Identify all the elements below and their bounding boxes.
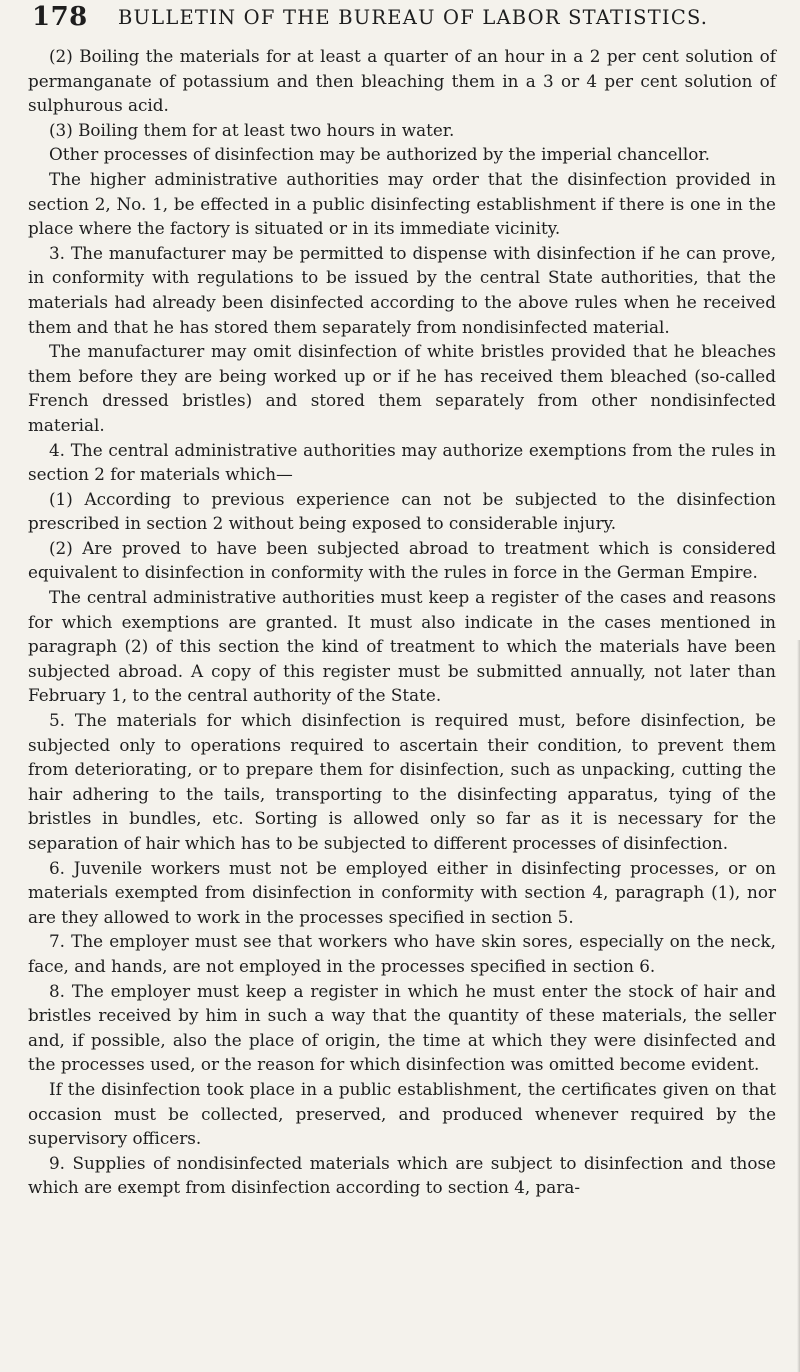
paragraph-exemption-2: (2) Are proved to have been subjected abroad to treatment which is considered equivalent to disinfection in conformity with the rules in force in the German Empire. — [28, 537, 776, 583]
running-title: BULLETIN OF THE BUREAU OF LABOR STATISTICS. — [118, 6, 709, 29]
paragraph-section-4: 4. The central administrative authorities may authorize exemptions from the rules in section 2 for materials which— — [28, 439, 776, 485]
paragraph-public-disinfection: The higher administrative authorities may order that the disinfection provided in section 2, No. 1, be effected in a public disinfecting establishment if there is one in the place where the factory is situated or in its immediate vicinity. — [28, 168, 776, 239]
paragraph-section-9: 9. Supplies of nondisinfected materials which are subject to disinfection and those which are exempt from disinfection according to section 4, para- — [28, 1152, 776, 1198]
paragraph-white-bristles: The manufacturer may omit disinfection of white bristles provided that he bleaches them before they are being worked up or if he has received them bleached (so-called French dressed bristles) and stored them separately from other nondisinfected material. — [28, 341, 776, 435]
paragraph-certificates: If the disinfection took place in a public establishment, the certificates given on that occasion must be collected, preserved, and produced whenever required by the supervisory officers. — [28, 1078, 776, 1149]
page-header — [28, 2, 776, 36]
paragraph-register-of-exemptions: The central administrative authorities must keep a register of the cases and reasons for which exemptions are granted. It must also indicate in the cases mentioned in paragraph (2) of this section the kind of treatment to which the materials have been subjected abroad. A copy of this register must be submitted annually, not later than February 1, to the central authority of the State. — [28, 587, 776, 706]
paragraph-boiling-permanganate: (2) Boiling the materials for at least a quarter of an hour in a 2 per cent solution of permanganate of potassium and then bleaching them in a 3 or 4 per cent solution of sulphurous acid. — [28, 46, 776, 116]
paragraph-exemption-1: (1) According to previous experience can not be subjected to the disinfection prescribed in section 2 without being exposed to considerable injury. — [28, 488, 776, 534]
paragraph-other-processes: Other processes of disinfection may be authorized by the imperial chancellor. — [49, 144, 710, 165]
page-number: 178 — [32, 2, 88, 32]
body-text — [28, 44, 776, 1200]
paragraph-section-3: 3. The manufacturer may be permitted to dispense with disinfection if he can prove, in conformity with regulations to be issued by the central State authorities, that the materials had already been disinfected according to the above rules when he received them and that he has stored them separately from nondisinfected material. — [28, 242, 776, 337]
paragraph-section-7: 7. The employer must see that workers who have skin sores, especially on the neck, face, and hands, are not employed in the processes specified in section 6. — [28, 931, 776, 976]
paragraph-boiling-water: (3) Boiling them for at least two hours in water. — [49, 119, 455, 140]
paragraph-section-8: 8. The employer must keep a register in which he must enter the stock of hair and bristles received by him in such a way that the quantity of these materials, the seller and, if possible, also the place of origin, the time at which they were disinfected and the processes used, or the reason for which disinfection was omitted become evident. — [28, 980, 776, 1075]
paragraph-section-6: 6. Juvenile workers must not be employed either in disinfecting processes, or on materials exempted from disinfection in conformity with section 4, paragraph (1), nor are they allowed to work in the processes specified in section 5. — [28, 857, 776, 927]
paragraph-section-5: 5. The materials for which disinfection is required must, before disinfection, be subjected only to operations required to ascertain their condition, to prevent them from deteriorating, or to prepare them for disinfection, such as unpacking, cutting the hair adhering to the tails, transporting to the disinfecting apparatus, tying of the bristles in bundles, etc. Sorting is allowed only so far as it is necessary for the separation of hair which has to be subjected to different processes of disinfection. — [28, 710, 776, 853]
